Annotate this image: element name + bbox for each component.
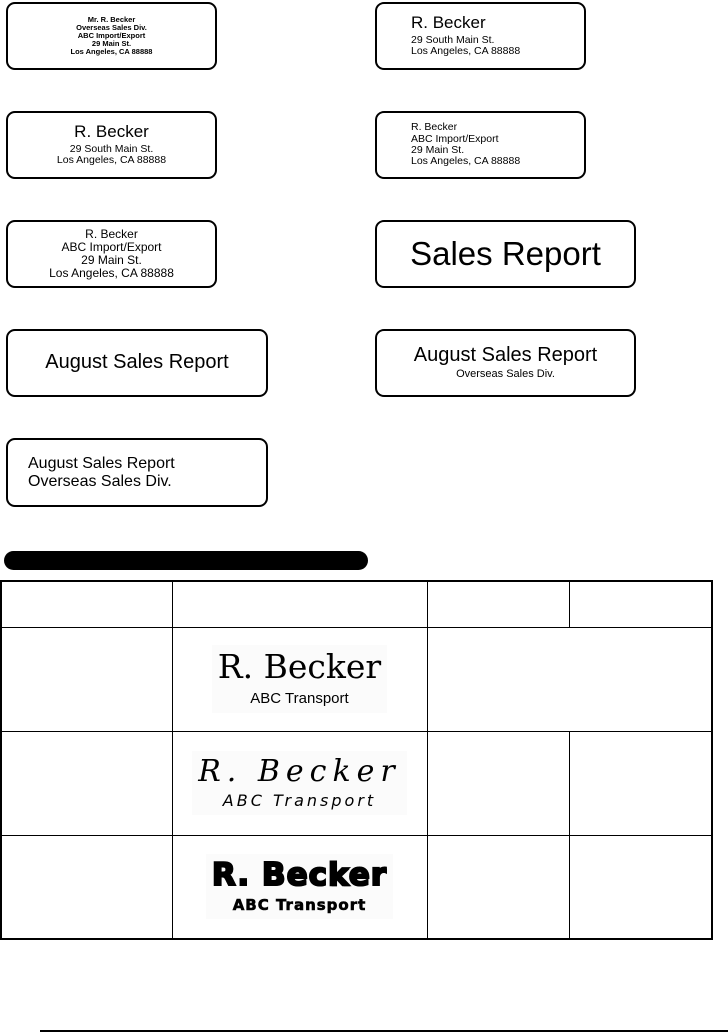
- sample-sub-text: ABC Transport: [222, 790, 377, 810]
- label-line: August Sales Report: [413, 344, 598, 367]
- sample-sub-text: ABC Transport: [232, 895, 367, 914]
- label-line: Overseas Sales Div.: [76, 22, 147, 32]
- sample-main-text: R. Becker: [211, 857, 388, 894]
- table-row: [1, 627, 712, 731]
- table-header-cell: [172, 581, 427, 627]
- label-sample-7: [6, 329, 268, 397]
- label-line: ABC Import/Export: [77, 30, 146, 40]
- label-line: R. Becker: [85, 227, 138, 242]
- label-line: 29 South Main St.: [69, 142, 154, 155]
- style-sample-normal: [212, 645, 387, 714]
- label-line: 29 South Main St.: [411, 33, 495, 46]
- style-sample-italic: [192, 751, 407, 816]
- style-sample-cell: [172, 627, 427, 731]
- label-line: Los Angeles, CA 88888: [411, 45, 521, 58]
- label-line: R. Becker: [411, 13, 486, 33]
- table-cell: [569, 731, 712, 835]
- label-line: Overseas Sales Div.: [28, 472, 172, 490]
- table-cell: [569, 835, 712, 939]
- label-sample-1: [6, 2, 217, 70]
- label-line: 29 Main St.: [81, 253, 142, 267]
- table-row: [1, 731, 712, 835]
- table-row: [1, 835, 712, 939]
- label-sample-8: [375, 329, 636, 397]
- label-line: 29 Main St.: [91, 39, 132, 49]
- label-line: Mr. R. Becker: [87, 14, 136, 24]
- sample-sub-text: ABC Transport: [250, 689, 349, 707]
- section-heading-bar: [4, 551, 368, 570]
- style-sample-cell: [172, 835, 427, 939]
- label-line: August Sales Report: [28, 455, 175, 473]
- label-line: Los Angeles, CA 88888: [411, 155, 521, 168]
- table-header-cell: [1, 581, 172, 627]
- label-line: Los Angeles, CA 88888: [70, 47, 153, 57]
- footer-rule: [40, 1030, 728, 1032]
- label-sample-3: [6, 111, 217, 179]
- table-header-cell: [569, 581, 712, 627]
- style-table: [0, 580, 713, 940]
- style-name-cell: [1, 835, 172, 939]
- label-line: R. Becker: [74, 122, 149, 142]
- sample-main-text: R. Becker: [198, 753, 401, 789]
- table-header-row: [1, 581, 712, 627]
- label-line: August Sales Report: [45, 351, 229, 374]
- label-line: ABC Import/Export: [411, 132, 499, 145]
- label-line: ABC Import/Export: [61, 240, 162, 255]
- label-line: 29 Main St.: [411, 144, 465, 156]
- label-sample-4: [375, 111, 586, 179]
- table-header-cell: [427, 581, 569, 627]
- label-line: R. Becker: [411, 121, 458, 134]
- label-sample-5: [6, 220, 217, 288]
- label-line: Sales Report: [410, 235, 601, 273]
- table-cell: [427, 627, 712, 731]
- label-sample-9: [6, 438, 268, 507]
- label-sample-2: [375, 2, 586, 70]
- label-line: Overseas Sales Div.: [456, 367, 555, 380]
- style-name-cell: [1, 627, 172, 731]
- style-name-cell: [1, 731, 172, 835]
- sample-main-text: R. Becker: [217, 646, 382, 686]
- style-sample-bold: [206, 854, 393, 919]
- table-cell: [427, 835, 569, 939]
- label-sample-6: [375, 220, 636, 288]
- label-line: Los Angeles, CA 88888: [56, 154, 167, 167]
- label-line: Los Angeles, CA 88888: [49, 265, 174, 280]
- style-sample-cell: [172, 731, 427, 835]
- table-cell: [427, 731, 569, 835]
